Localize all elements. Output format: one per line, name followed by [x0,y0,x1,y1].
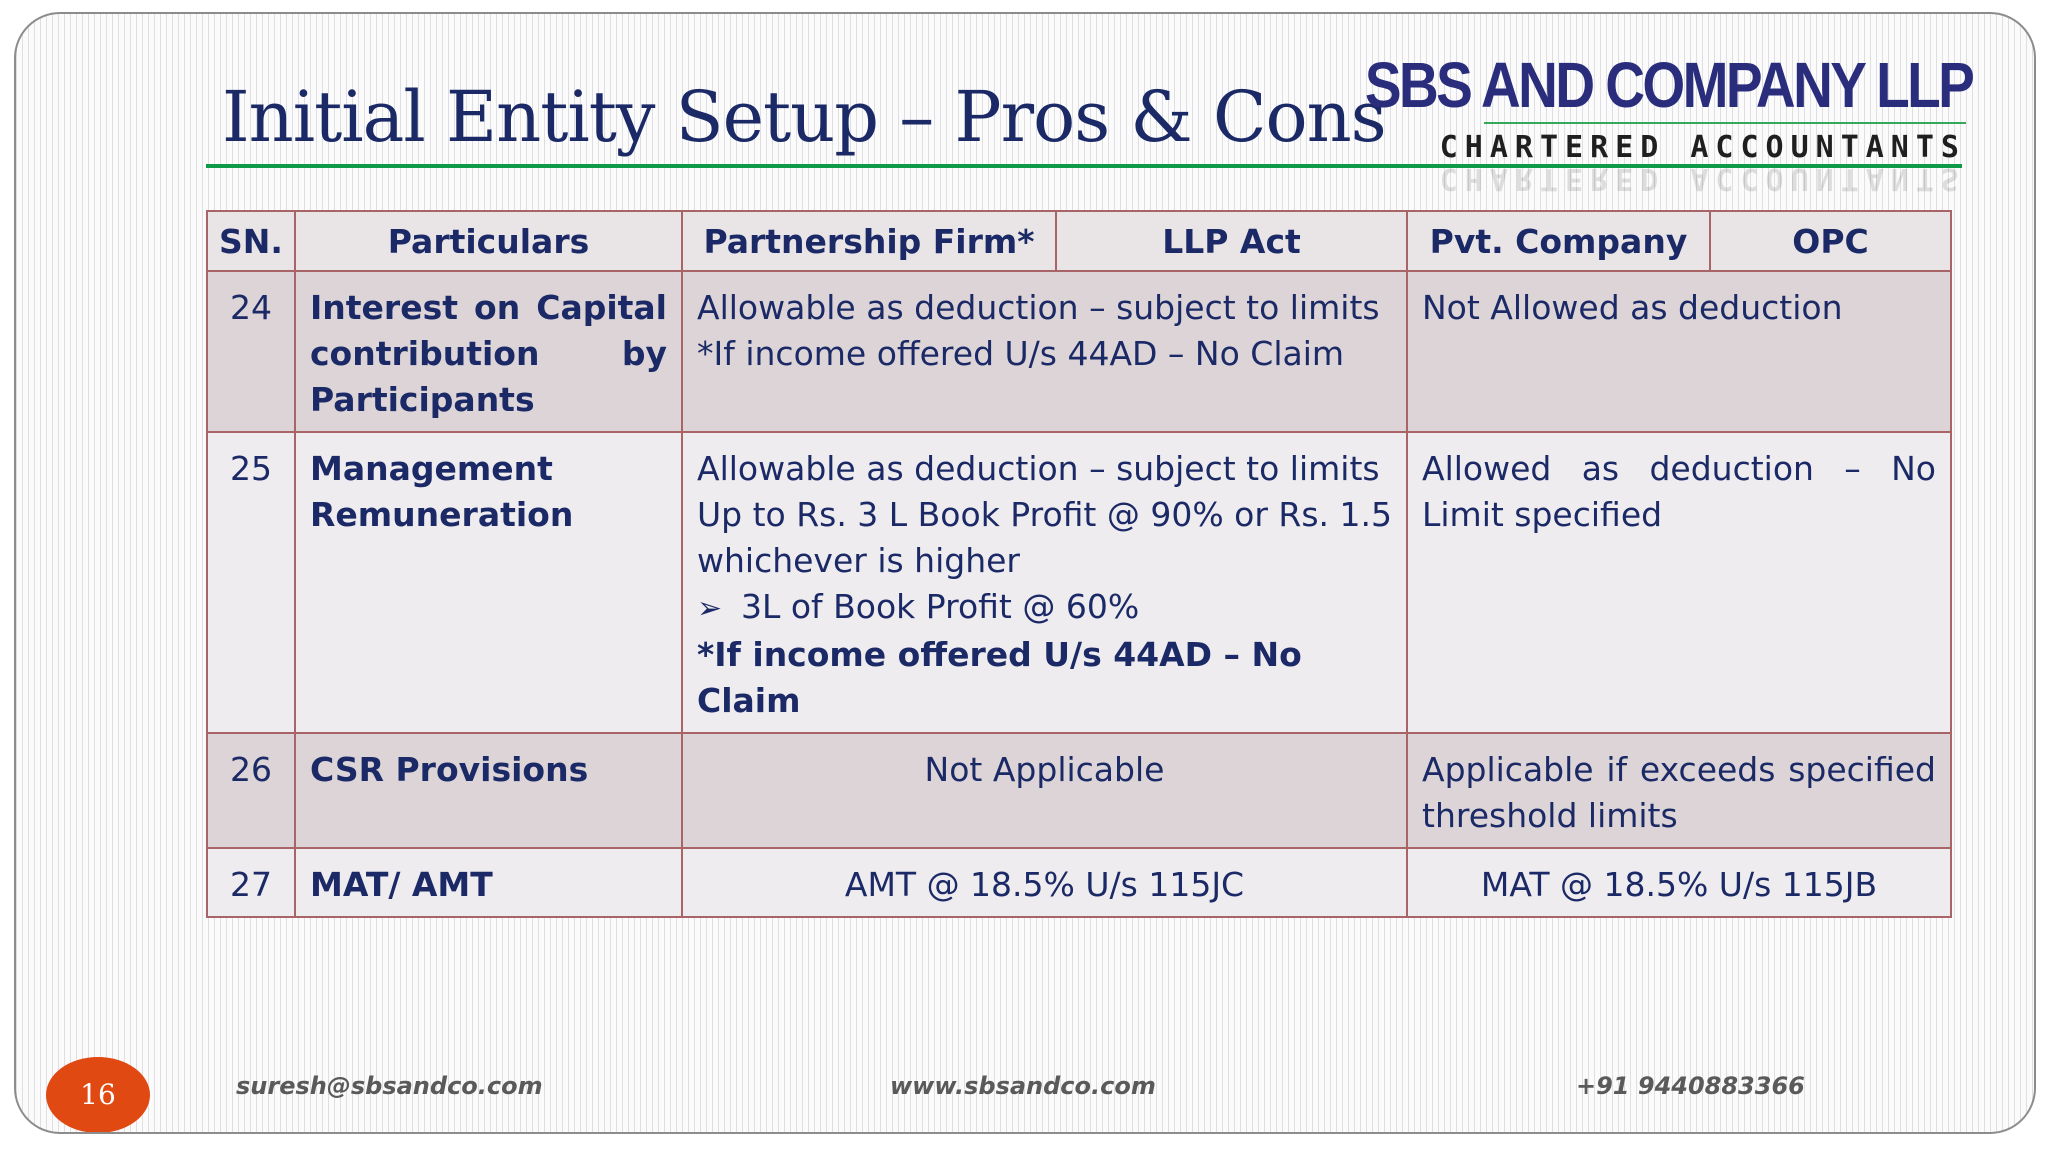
header-sn: SN. [207,211,295,271]
logo-name: SBS AND COMPANY LLP [1364,49,1972,121]
row-firm-llp-line: Allowable as deduction – subject to limits [697,449,1380,488]
table-header-row [207,211,1951,271]
table-row [207,432,1951,733]
row-particulars: Interest on Capital contribution by Participants [295,271,682,432]
row-firm-llp [682,271,1407,432]
logo-subtitle-reflection: CHARTERED ACCOUNTANTS [1439,161,1966,196]
table-row [207,733,1951,848]
footer-website: www.sbsandco.com [890,1072,1156,1100]
row-sn: 24 [207,271,295,432]
slide [14,12,2036,1134]
row-sn: 27 [207,848,295,917]
logo-divider [1484,122,1966,124]
row-firm-llp-line: *If income offered U/s 44AD – No Claim [697,334,1345,373]
header-partnership-firm: Partnership Firm* [682,211,1056,271]
row-company-opc: Allowed as deduction – No Limit specified [1407,432,1951,733]
row-particulars: Management Remuneration [295,432,682,733]
comparison-table [206,210,1952,918]
row-sn: 25 [207,432,295,733]
page-number-badge: 16 [46,1057,150,1133]
row-firm-llp-line: Allowable as deduction – subject to limits [697,288,1380,327]
company-logo [1364,44,1972,196]
row-sn: 26 [207,733,295,848]
slide-title: Initial Entity Setup – Pros & Cons [222,76,1386,158]
header-particulars: Particulars [295,211,682,271]
footer-phone: +91 9440883366 [1576,1072,1805,1100]
header-pvt-company: Pvt. Company [1407,211,1710,271]
row-firm-llp: AMT @ 18.5% U/s 115JC [682,848,1407,917]
footer-email: suresh@sbsandco.com [236,1072,543,1100]
row-firm-llp-bullet-text: 3L of Book Profit @ 60% [741,587,1140,626]
row-particulars: CSR Provisions [295,733,682,848]
row-company-opc: Applicable if exceeds specified threshold limits [1407,733,1951,848]
row-firm-llp [682,432,1407,733]
row-firm-llp-bullet-line [697,584,1392,632]
row-firm-llp-line: Up to Rs. 3 L Book Profit @ 90% or Rs. 1.5 whichever is higher [697,495,1393,580]
row-company-opc: MAT @ 18.5% U/s 115JB [1407,848,1951,917]
row-company-opc: Not Allowed as deduction [1407,271,1951,432]
logo-subtitle: CHARTERED ACCOUNTANTS [1439,130,1966,165]
row-firm-llp: Not Applicable [682,733,1407,848]
header-opc: OPC [1710,211,1951,271]
arrow-bullet-icon: ➢ [697,591,723,626]
header-llp-act: LLP Act [1056,211,1407,271]
row-firm-llp-bold-line: *If income offered U/s 44AD – No Claim [697,635,1302,720]
table-row [207,271,1951,432]
row-particulars: MAT/ AMT [295,848,682,917]
table-row [207,848,1951,917]
